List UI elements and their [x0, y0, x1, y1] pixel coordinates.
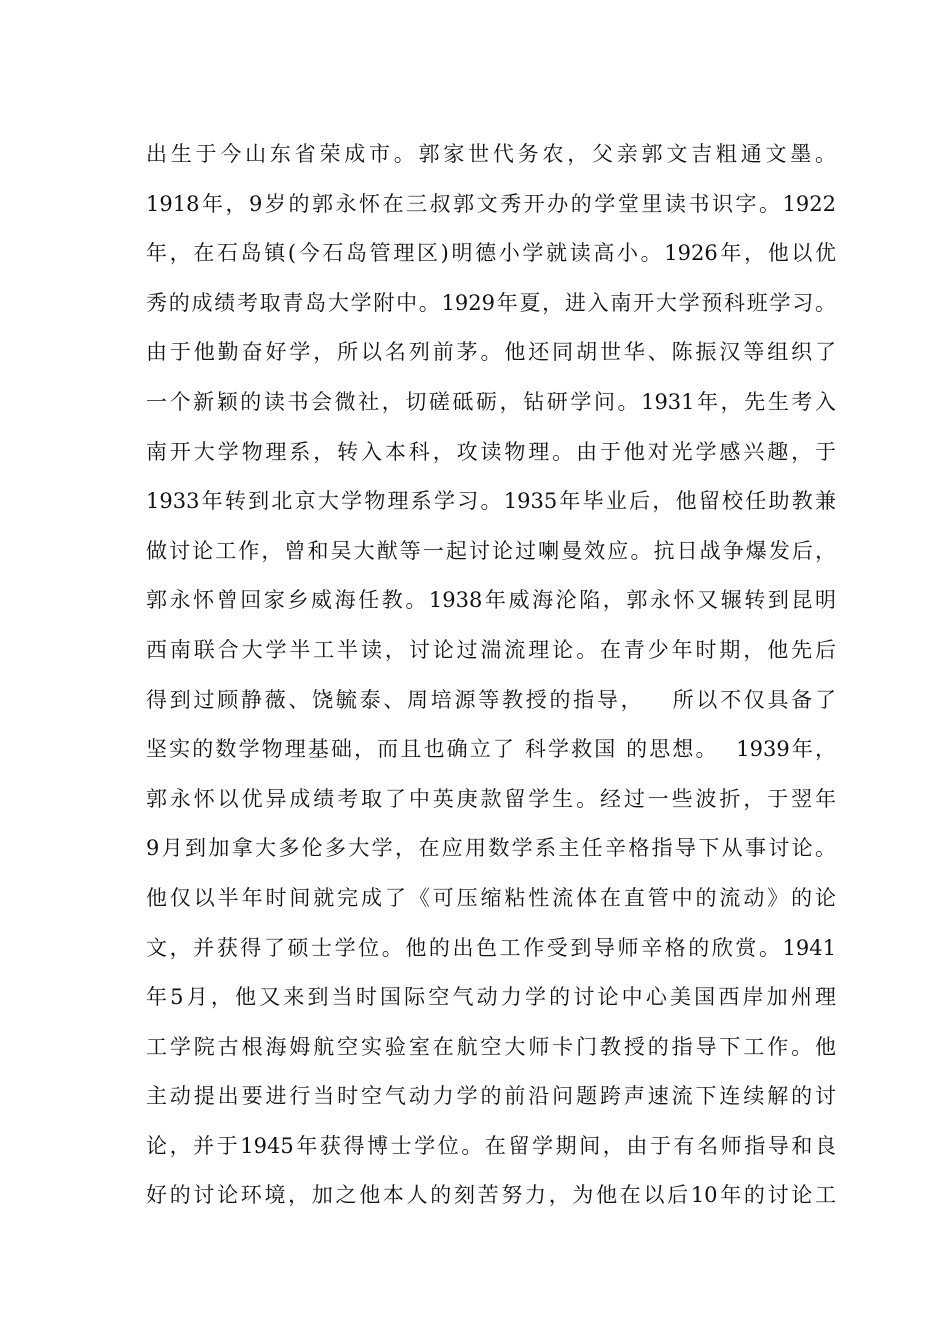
- text-line: 文，并获得了硕士学位。他的出色工作受到导师辛格的欣赏。1941: [146, 935, 836, 960]
- text-line: 论，并于1945年获得博士学位。在留学期间，由于有名师指导和良: [146, 1133, 836, 1158]
- text-line: 工学院古根海姆航空实验室在航空大师卡门教授的指导下工作。他: [146, 1034, 836, 1059]
- text-line: 年，在石岛镇(今石岛管理区)明德小学就读高小。1926年，他以优: [146, 241, 836, 266]
- text-line: 郭永怀以优异成绩考取了中英庚款留学生。经过一些波折，于翌年: [146, 786, 836, 811]
- text-line: 好的讨论环境，加之他本人的刻苦努力，为他在以后10年的讨论工: [146, 1183, 836, 1208]
- text-line: 坚实的数学物理基础，而且也确立了 科学救国 的思想。 1939年，: [146, 737, 836, 762]
- text-line: 9月到加拿大多伦多大学，在应用数学系主任辛格指导下从事讨论。: [146, 836, 836, 861]
- text-line: 年5月，他又来到当时国际空气动力学的讨论中心美国西岸加州理: [146, 985, 836, 1010]
- text-line: 1933年转到北京大学物理系学习。1935年毕业后，他留校任助教兼: [146, 489, 836, 514]
- text-line: 秀的成绩考取青岛大学附中。1929年夏，进入南开大学预科班学习。: [146, 290, 836, 315]
- body-text: [146, 130, 836, 1221]
- text-line: 出生于今山东省荣成市。郭家世代务农，父亲郭文吉粗通文墨。: [146, 142, 836, 166]
- text-line: 做讨论工作，曾和吴大猷等一起讨论过喇曼效应。抗日战争爆发后，: [146, 538, 836, 563]
- text-line: 郭永怀曾回家乡威海任教。1938年威海沦陷，郭永怀又辗转到昆明: [146, 588, 836, 613]
- text-line: 主动提出要进行当时空气动力学的前沿问题跨声速流下连续解的讨: [146, 1084, 836, 1109]
- text-line: 一个新颖的读书会微社，切磋砥砺，钻研学问。1931年，先生考入: [146, 389, 836, 414]
- text-line: 得到过顾静薇、饶毓泰、周培源等教授的指导， 所以不仅具备了: [146, 687, 836, 712]
- text-line: 由于他勤奋好学，所以名列前茅。他还同胡世华、陈振汉等组织了: [146, 340, 836, 365]
- text-line: 南开大学物理系，转入本科，攻读物理。由于他对光学感兴趣，于: [146, 439, 836, 464]
- text-line: 他仅以半年时间就完成了《可压缩粘性流体在直管中的流动》的论: [146, 885, 836, 910]
- text-line: 1918年，9岁的郭永怀在三叔郭文秀开办的学堂里读书识字。1922: [146, 191, 836, 216]
- text-line: 西南联合大学半工半读，讨论过湍流理论。在青少年时期，他先后: [146, 637, 836, 662]
